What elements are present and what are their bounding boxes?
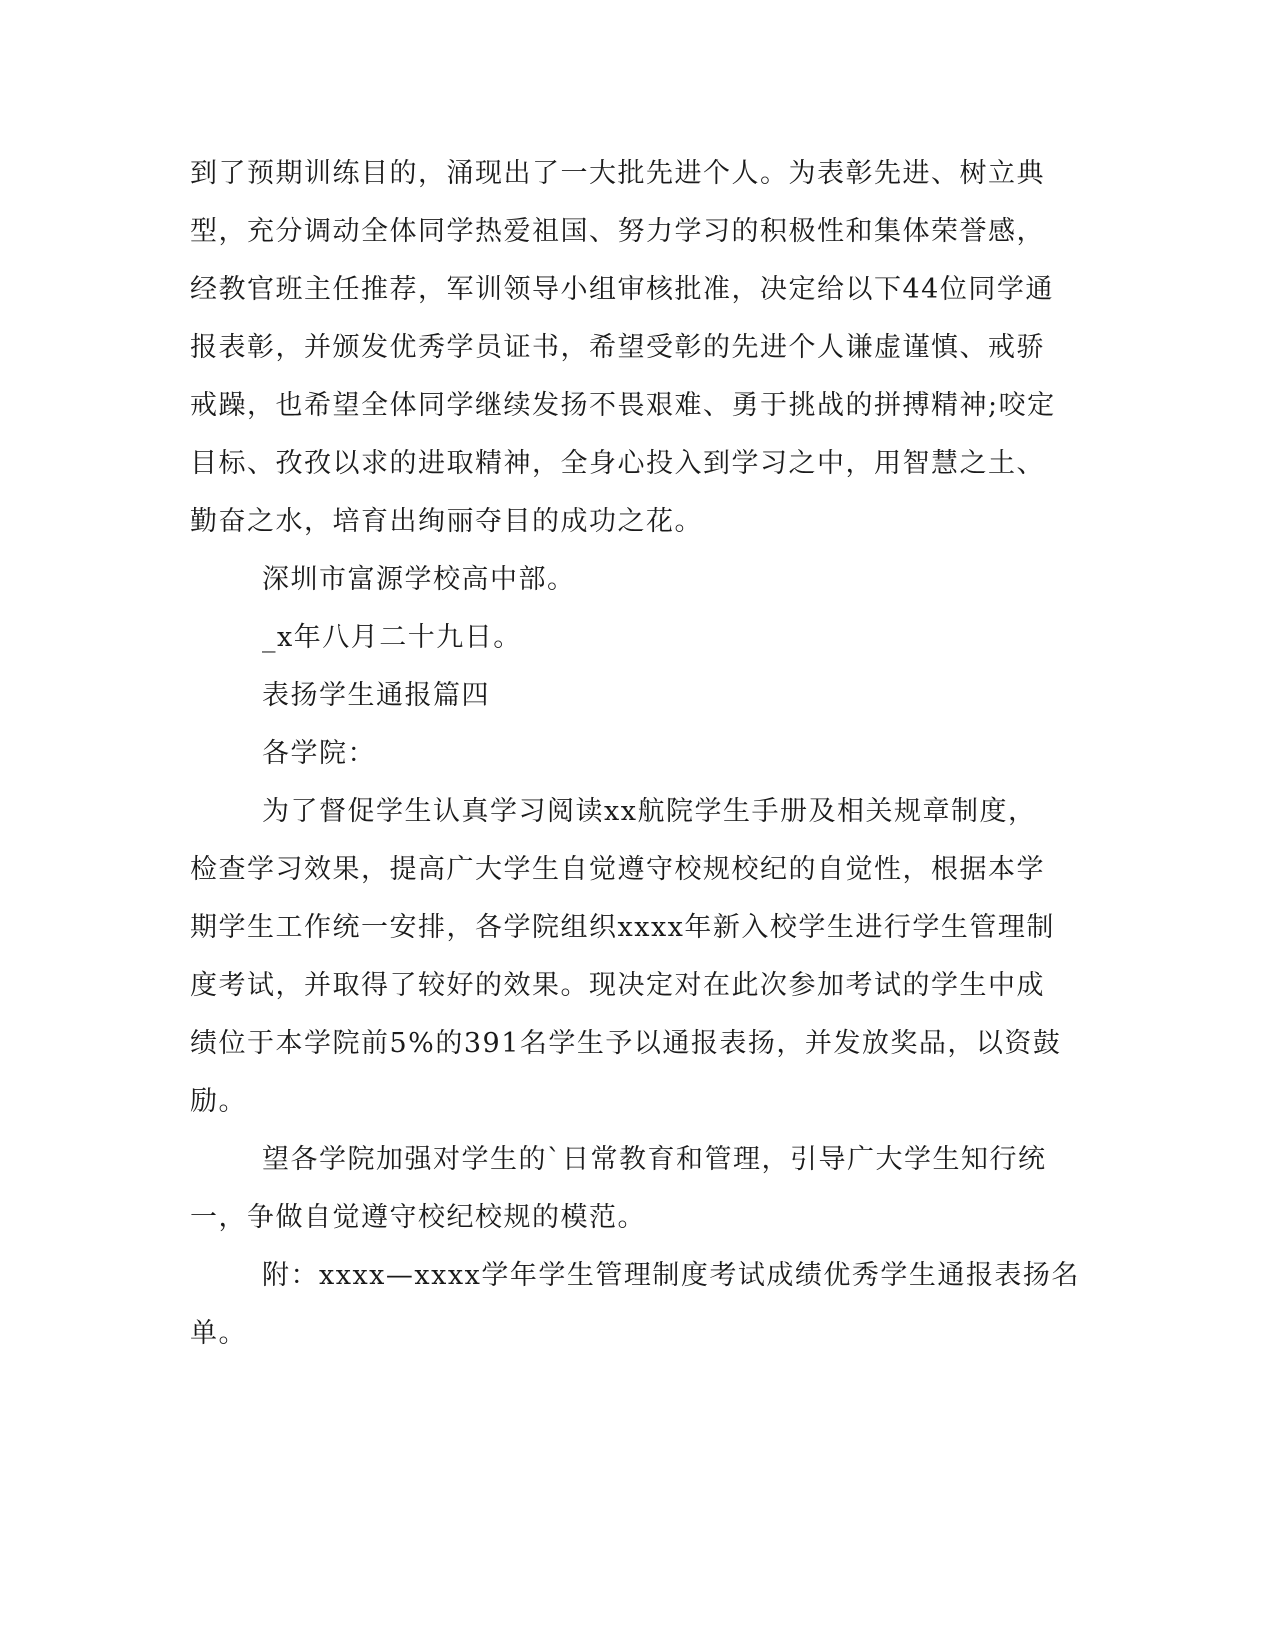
text-line-13: 检查学习效果，提高广大学生自觉遵守校规校纪的自觉性，根据本学 [190, 854, 1045, 885]
attachment-note: 附：xxxx—xxxx学年学生管理制度考试成绩优秀学生通报表扬名 [262, 1260, 1080, 1291]
text-line-1: 到了预期训练目的，涌现出了一大批先进个人。为表彰先进、树立典 [190, 158, 1045, 189]
text-line-12: 为了督促学生认真学习阅读xx航院学生手册及相关规章制度， [262, 796, 1037, 827]
text-line-16: 绩位于本学院前5%的391名学生予以通报表扬，并发放奖品，以资鼓 [190, 1028, 1062, 1059]
school-signature: 深圳市富源学校高中部。 [262, 564, 576, 595]
section-title: 表扬学生通报篇四 [262, 680, 490, 711]
text-line-6: 目标、孜孜以求的进取精神，全身心投入到学习之中，用智慧之土、 [190, 448, 1045, 479]
text-line-7: 勤奋之水，培育出绚丽夺目的成功之花。 [190, 506, 703, 537]
text-line-21: 单。 [190, 1318, 247, 1349]
salutation: 各学院： [262, 738, 376, 769]
text-line-3: 经教官班主任推荐，军训领导小组审核批准，决定给以下44位同学通 [190, 274, 1054, 305]
text-line-19: 一，争做自觉遵守校纪校规的模范。 [190, 1202, 646, 1233]
text-line-18: 望各学院加强对学生的`日常教育和管理，引导广大学生知行统 [262, 1144, 1047, 1175]
text-line-14: 期学生工作统一安排，各学院组织xxxx年新入校学生进行学生管理制 [190, 912, 1055, 943]
document-date: _x年八月二十九日。 [262, 622, 522, 653]
text-line-15: 度考试，并取得了较好的效果。现决定对在此次参加考试的学生中成 [190, 970, 1045, 1001]
text-line-4: 报表彰，并颁发优秀学员证书，希望受彰的先进个人谦虚谨慎、戒骄 [190, 332, 1045, 363]
text-line-17: 励。 [190, 1086, 247, 1117]
text-line-2: 型，充分调动全体同学热爱祖国、努力学习的积极性和集体荣誉感， [190, 216, 1045, 247]
text-line-5: 戒躁，也希望全体同学继续发扬不畏艰难、勇于挑战的拼搏精神;咬定 [190, 390, 1056, 421]
